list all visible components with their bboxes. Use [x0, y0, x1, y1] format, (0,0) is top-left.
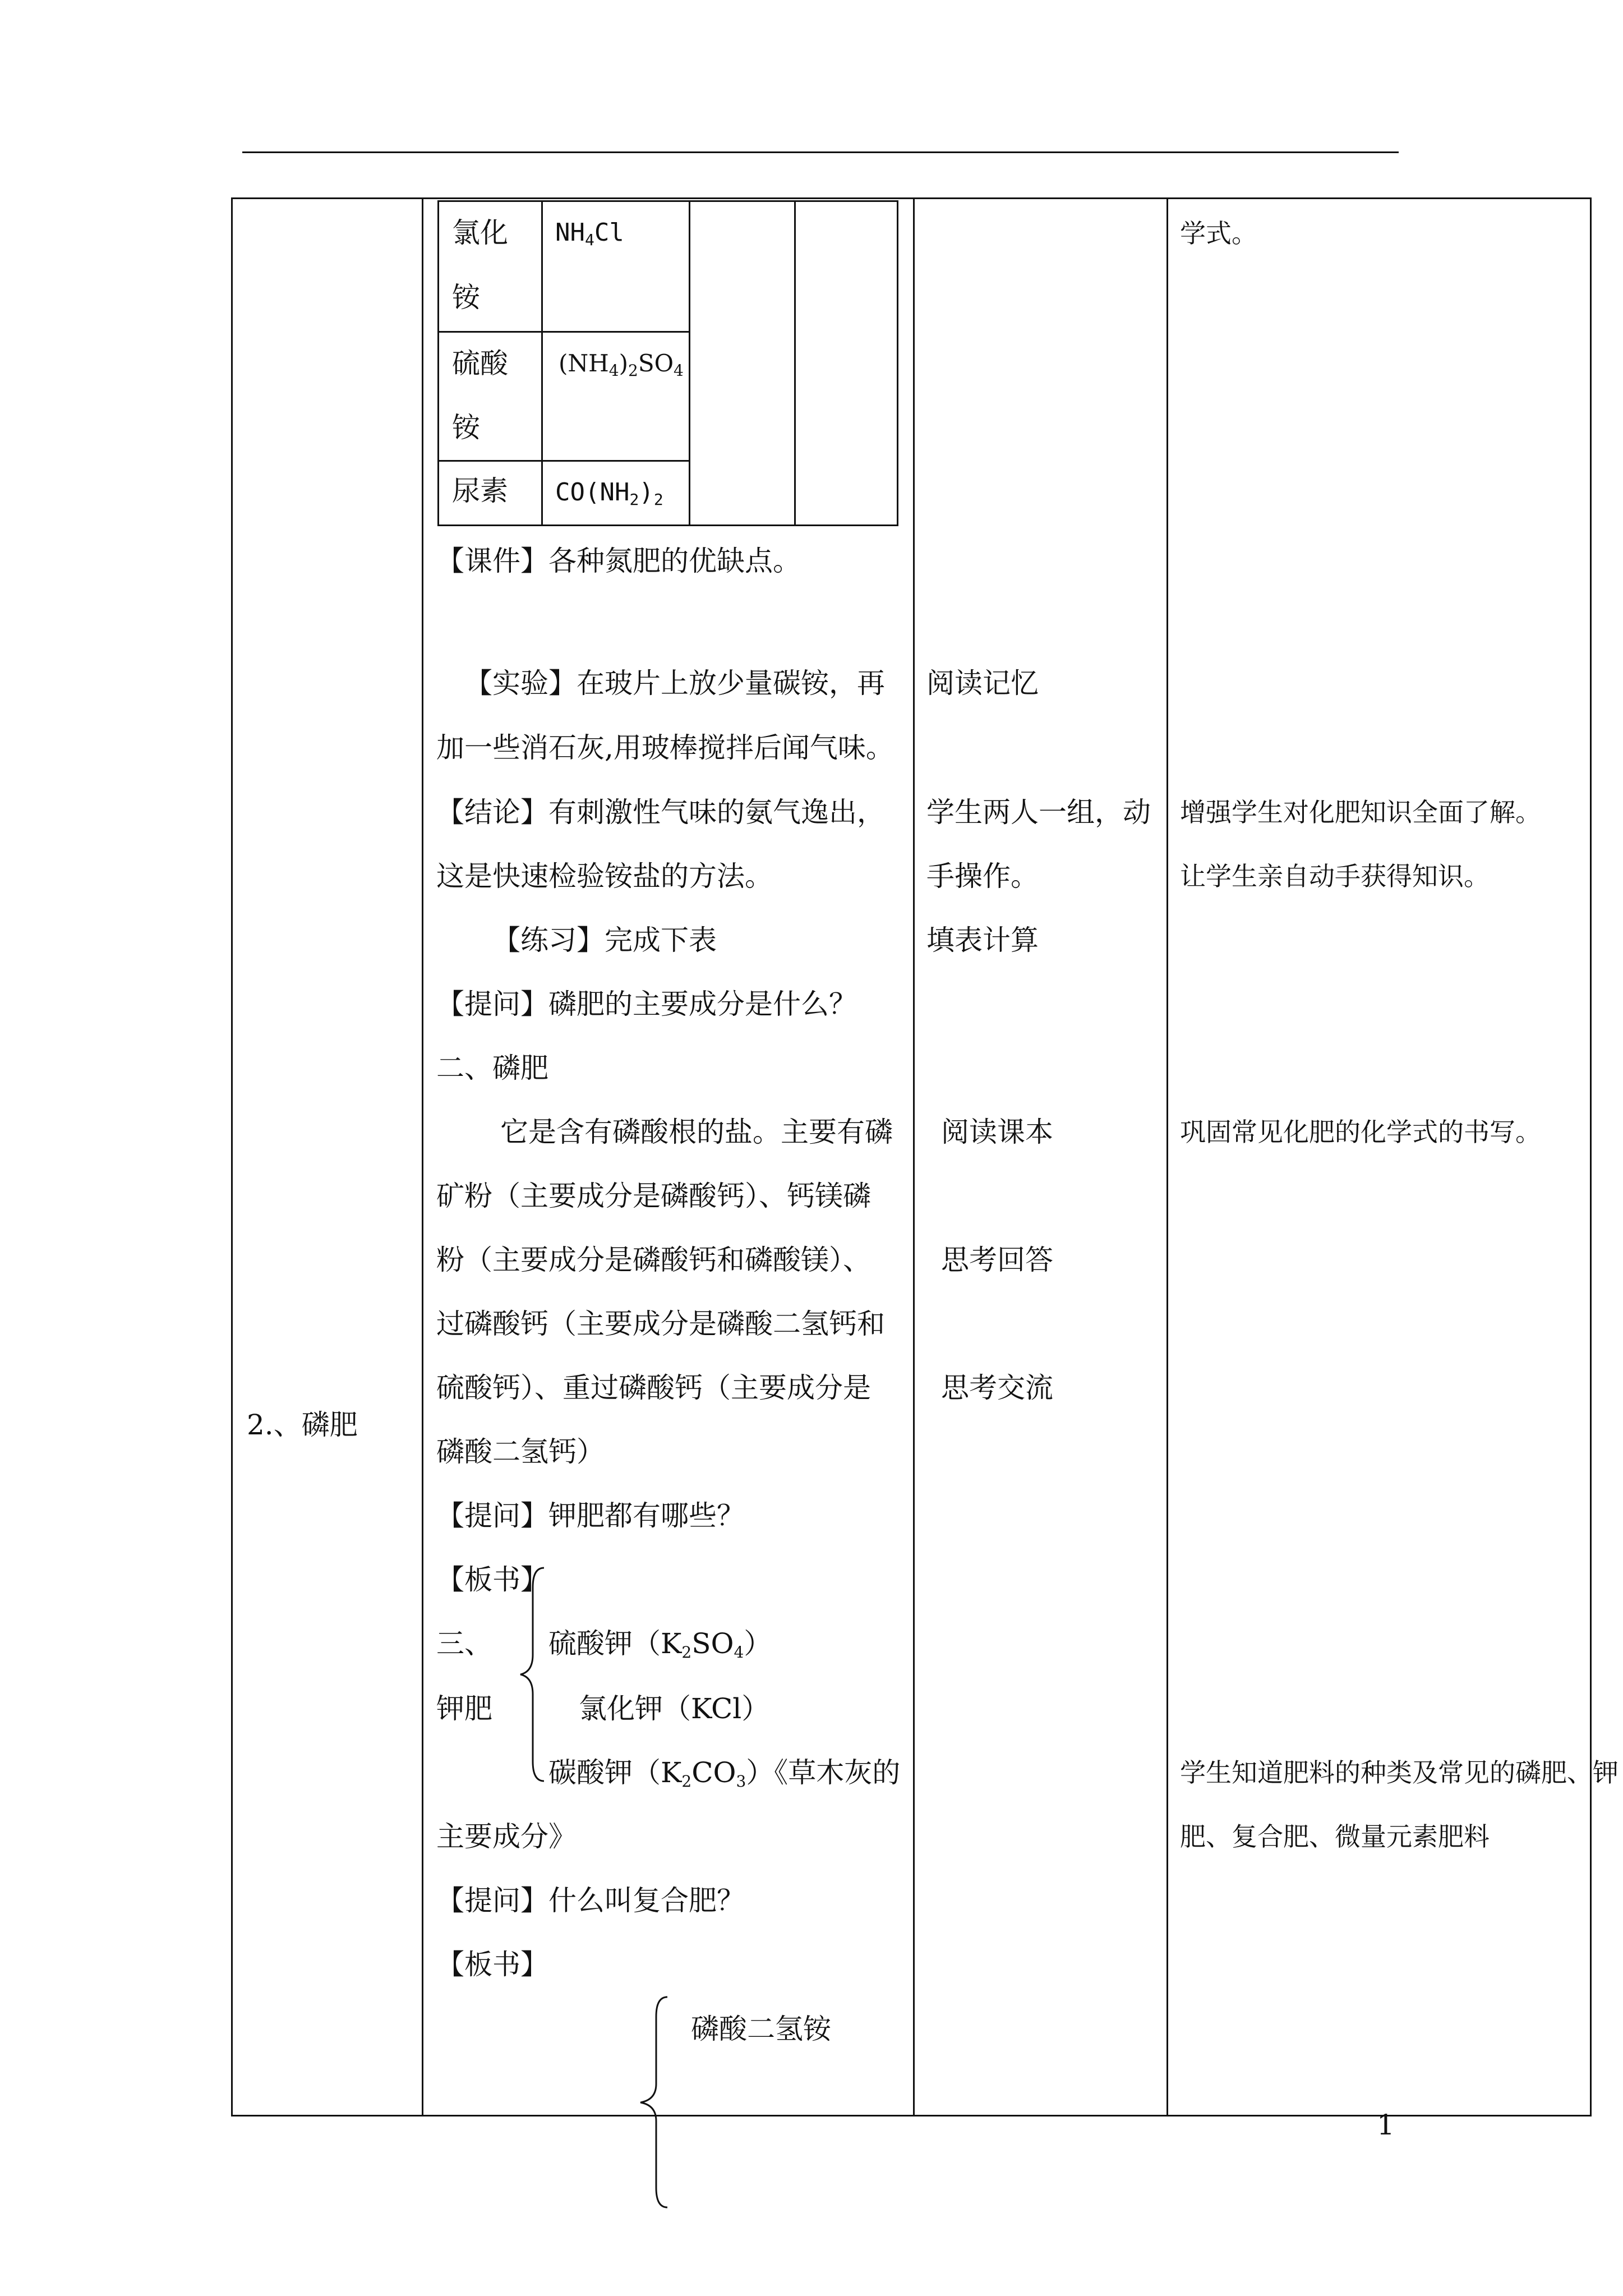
experiment-line: 加一些消石灰,用玻棒搅拌后闻气味。	[436, 731, 894, 764]
potash-label: 钾肥	[436, 1692, 492, 1725]
potash-item: 碳酸钾$(K_2CO_3)$《草木灰的	[548, 1756, 901, 1791]
table-col-divider-2	[913, 197, 915, 2116]
student-activity: 思考交流	[941, 1372, 1053, 1404]
paragraph-line: 磷酸二氢钙）	[436, 1435, 605, 1468]
compound-item: 磷酸二氢铵	[691, 2013, 831, 2045]
table-row-name: 铵	[452, 281, 480, 314]
paragraph-line: 它是含有磷酸根的盐。主要有磷	[500, 1116, 893, 1148]
table-row-formula: $(NH_4)_2SO_4$	[559, 349, 684, 380]
experiment-line: 【实验】在玻片上放少量碳铵，再	[464, 667, 885, 700]
paragraph-line: 粉（主要成分是磷酸钙和磷酸镁）、	[436, 1244, 871, 1276]
table-row-name: 硫酸	[452, 347, 508, 380]
student-activity: 学生两人一组，动	[926, 796, 1151, 829]
paragraph-line: 过磷酸钙（主要成分是磷酸二氢钙和	[436, 1308, 885, 1340]
student-activity: 手操作。	[926, 860, 1039, 892]
inner-table-col-2	[689, 200, 690, 526]
intent-text: 让学生亲自动手获得知识。	[1180, 861, 1490, 891]
section-heading: 二、磷肥	[436, 1052, 548, 1084]
inner-table-row-divider-2	[437, 460, 689, 462]
section-label: 2.、磷肥	[247, 1409, 358, 1441]
inner-table-left	[437, 200, 439, 526]
table-left-border	[231, 197, 233, 2116]
student-activity: 阅读记忆	[926, 667, 1039, 700]
intent-text: 学生知道肥料的种类及常见的磷肥、钾	[1180, 1757, 1619, 1788]
student-activity: 填表计算	[926, 924, 1039, 956]
inner-table-right	[897, 200, 898, 526]
curly-brace-icon	[516, 1565, 550, 1784]
board-label: 【板书】	[436, 1948, 548, 1981]
table-row-name: 铵	[452, 411, 480, 444]
table-row-name: 氯化	[452, 217, 508, 249]
header-rule	[242, 151, 1399, 153]
intent-text: 学式。	[1180, 218, 1257, 249]
conclusion-line: 这是快速检验铵盐的方法。	[436, 860, 773, 892]
question-line: 【提问】磷肥的主要成分是什么？	[436, 988, 857, 1020]
conclusion-line: 【结论】有刺激性气味的氨气逸出，	[436, 796, 885, 829]
intent-text: 巩固常见化肥的化学式的书写。	[1180, 1117, 1541, 1147]
question-line: 【提问】什么叫复合肥？	[436, 1884, 745, 1917]
student-activity: 阅读课本	[941, 1116, 1053, 1148]
table-col-divider-3	[1166, 197, 1168, 2116]
inner-table-bottom	[437, 524, 898, 526]
exercise-line: 【练习】完成下表	[492, 924, 717, 956]
potash-item: 硫酸钾$(K_2SO_4)$	[548, 1627, 772, 1662]
intent-text: 肥、复合肥、微量元素肥料	[1180, 1821, 1490, 1852]
table-right-border	[1590, 197, 1592, 2116]
question-line: 【提问】钾肥都有哪些？	[436, 1499, 745, 1532]
page-number: 1	[1377, 2109, 1395, 2141]
inner-table-row-divider-1	[437, 331, 689, 333]
inner-table-col-1	[541, 200, 543, 526]
potash-item: 氯化钾（KCl）	[579, 1692, 770, 1725]
potash-item: 主要成分》	[436, 1820, 577, 1853]
table-row-formula: $CO(NH_2)_2$	[555, 478, 663, 509]
curly-brace-icon	[634, 1994, 673, 2210]
table-top-border	[231, 197, 1592, 199]
table-row-name: 尿素	[452, 475, 508, 507]
inner-table-col-3	[794, 200, 796, 526]
board-label: 【板书】	[436, 1563, 548, 1596]
paragraph-line: 硫酸钙）、重过磷酸钙（主要成分是	[436, 1372, 871, 1404]
table-row-formula: $NH_4Cl$	[555, 218, 624, 249]
courseware-line: 【课件】各种氮肥的优缺点。	[436, 545, 801, 577]
inner-table-top	[437, 200, 898, 202]
intent-text: 增强学生对化肥知识全面了解。	[1180, 797, 1541, 827]
student-activity: 思考回答	[941, 1244, 1053, 1276]
table-col-divider-1	[422, 197, 423, 2116]
potash-label: 三、	[436, 1627, 492, 1660]
paragraph-line: 矿粉（主要成分是磷酸钙）、钙镁磷	[436, 1180, 871, 1212]
